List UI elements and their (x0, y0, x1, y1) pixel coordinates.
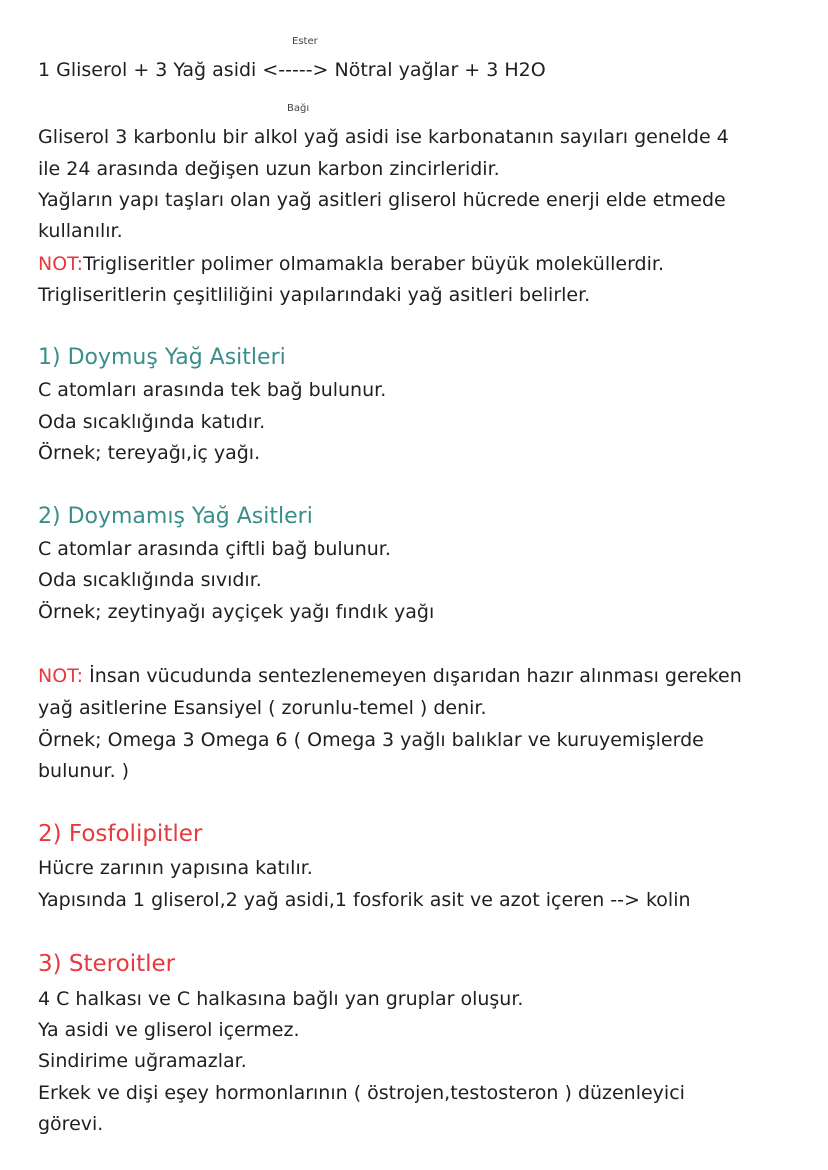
saturated-line-1: C atomları arasında tek bağ bulunur. (38, 379, 387, 401)
saturated-line-3: Örnek; tereyağı,iç yağı. (38, 442, 261, 464)
essential-line-3: Örnek; Omega 3 Omega 6 ( Omega 3 yağlı balıklar ve kuruyemişlerde (38, 729, 704, 751)
intro-line-1: Gliserol 3 karbonlu bir alkol yağ asidi ise karbonatanın sayıları genelde 4 (38, 126, 729, 148)
essential-line-2: yağ asitlerine Esansiyel ( zorunlu-temel ) denir. (38, 697, 487, 719)
note-label: NOT: (38, 253, 84, 275)
intro-line-4: kullanılır. (38, 220, 123, 242)
steroids-line-4: Erkek ve dişi eşey hormonlarının ( östrojen,testosteron ) düzenleyici (38, 1082, 685, 1104)
essential-note-label: NOT: (38, 665, 90, 687)
unsaturated-line-3: Örnek; zeytinyağı ayçiçek yağı fındık yağı (38, 601, 435, 623)
intro-line-2: ile 24 arasında değişen uzun karbon zincirleridir. (38, 158, 500, 180)
essential-line-1 (38, 660, 818, 692)
saturated-heading: 1) Doymuş Yağ Asitleri (38, 345, 286, 370)
phospholipids-heading: 2) Fosfolipitler (38, 821, 203, 847)
steroids-line-1: 4 C halkası ve C halkasına bağlı yan gruplar oluşur. (38, 988, 524, 1010)
saturated-line-2: Oda sıcaklığında katıdır. (38, 411, 266, 433)
essential-line-4: bulunur. ) (38, 760, 130, 782)
unsaturated-heading: 2) Doymamış Yağ Asitleri (38, 504, 313, 529)
intro-line-3: Yağların yapı taşları olan yağ asitleri gliserol hücrede enerji elde etmede (38, 189, 726, 211)
unsaturated-line-1: C atomlar arasında çiftli bağ bulunur. (38, 538, 391, 560)
unsaturated-line-2: Oda sıcaklığında sıvıdır. (38, 569, 262, 591)
ester-label: Ester (292, 36, 318, 47)
bond-label: Bağı (287, 103, 310, 114)
steroids-line-2: Ya asidi ve gliserol içermez. (38, 1019, 300, 1041)
phospholipids-line-1: Hücre zarının yapısına katılır. (38, 857, 313, 879)
phospholipids-line-2: Yapısında 1 gliserol,2 yağ asidi,1 fosforik asit ve azot içeren --> kolin (38, 889, 691, 911)
equation-line: 1 Gliserol + 3 Yağ asidi <-----> Nötral yağlar + 3 H2O (38, 59, 546, 81)
steroids-line-3: Sindirime uğramazlar. (38, 1050, 247, 1072)
intro-line-6: Trigliseritlerin çeşitliliğini yapılarındaki yağ asitleri belirler. (38, 284, 591, 306)
note-text: Trigliseritler polimer olmamakla beraber büyük moleküllerdir. (83, 253, 664, 275)
steroids-heading: 3) Steroitler (38, 951, 176, 977)
essential-note-text: İnsan vücudunda sentezlenemeyen dışarıdan hazır alınması gereken (89, 665, 742, 687)
steroids-line-5: görevi. (38, 1113, 104, 1135)
intro-note (38, 248, 818, 280)
